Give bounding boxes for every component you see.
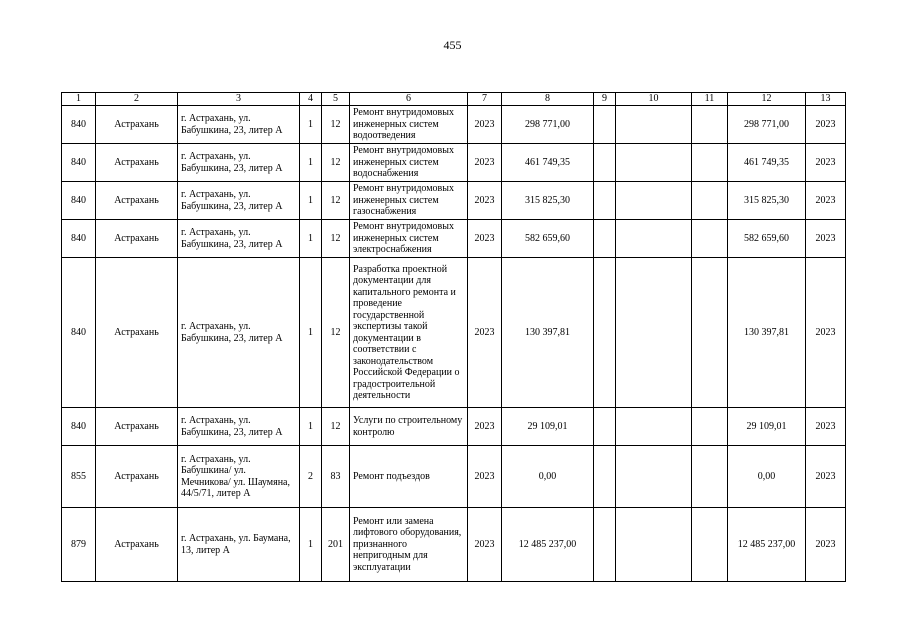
cell-cost-total: 12 485 237,00 [728,508,806,582]
cell-year-end: 2023 [806,182,846,220]
cell-cost-total: 461 749,35 [728,144,806,182]
col-header-5: 5 [322,93,350,106]
cell-col5: 12 [322,144,350,182]
table-row [62,144,846,182]
header-row [62,93,846,106]
cell-col10 [616,220,692,258]
cell-year-end: 2023 [806,144,846,182]
cell-cost: 12 485 237,00 [502,508,594,582]
cell-col9 [594,220,616,258]
cell-year-end: 2023 [806,508,846,582]
cell-work-type: Ремонт внутридомовых инженерных систем водоотведения [350,106,468,144]
cell-col11 [692,258,728,408]
table-row [62,106,846,144]
repair-schedule-table [61,92,846,582]
cell-year: 2023 [468,258,502,408]
cell-col10 [616,508,692,582]
col-header-4: 4 [300,93,322,106]
cell-municipality: Астрахань [96,182,178,220]
col-header-3: 3 [178,93,300,106]
cell-col4: 1 [300,182,322,220]
cell-col4: 1 [300,220,322,258]
cell-municipality: Астрахань [96,258,178,408]
cell-object-id: 840 [62,258,96,408]
col-header-8: 8 [502,93,594,106]
cell-col5: 201 [322,508,350,582]
cell-col9 [594,508,616,582]
cell-col11 [692,446,728,508]
cell-col4: 1 [300,408,322,446]
cell-cost: 582 659,60 [502,220,594,258]
cell-col5: 12 [322,106,350,144]
cell-municipality: Астрахань [96,106,178,144]
cell-work-type: Ремонт внутридомовых инженерных систем электроснабжения [350,220,468,258]
cell-col4: 1 [300,508,322,582]
cell-cost-total: 29 109,01 [728,408,806,446]
cell-cost: 29 109,01 [502,408,594,446]
cell-year: 2023 [468,144,502,182]
cell-col11 [692,182,728,220]
col-header-11: 11 [692,93,728,106]
cell-col11 [692,220,728,258]
cell-year: 2023 [468,220,502,258]
cell-col4: 1 [300,106,322,144]
cell-col10 [616,106,692,144]
cell-year-end: 2023 [806,258,846,408]
cell-col4: 1 [300,144,322,182]
cell-object-id: 840 [62,106,96,144]
cell-work-type: Услуги по строительному контролю [350,408,468,446]
cell-object-id: 840 [62,182,96,220]
cell-cost: 0,00 [502,446,594,508]
cell-col5: 12 [322,408,350,446]
cell-col11 [692,408,728,446]
cell-municipality: Астрахань [96,508,178,582]
cell-work-type: Ремонт или замена лифтового оборудования, признанного непригодным для эксплуатации [350,508,468,582]
cell-col11 [692,106,728,144]
cell-municipality: Астрахань [96,446,178,508]
cell-year-end: 2023 [806,106,846,144]
cell-address: г. Астрахань, ул. Бабушкина, 23, литер А [178,106,300,144]
col-header-7: 7 [468,93,502,106]
cell-year: 2023 [468,182,502,220]
cell-address: г. Астрахань, ул. Бабушкина/ ул. Мечникова/ ул. Шаумяна, 44/5/71, литер А [178,446,300,508]
cell-cost-total: 582 659,60 [728,220,806,258]
cell-col10 [616,144,692,182]
cell-cost-total: 0,00 [728,446,806,508]
cell-col11 [692,144,728,182]
cell-work-type: Ремонт внутридомовых инженерных систем газоснабжения [350,182,468,220]
table-row [62,508,846,582]
cell-col11 [692,508,728,582]
cell-address: г. Астрахань, ул. Бабушкина, 23, литер А [178,144,300,182]
cell-work-type: Ремонт подъездов [350,446,468,508]
cell-col9 [594,446,616,508]
cell-object-id: 840 [62,144,96,182]
cell-year: 2023 [468,508,502,582]
cell-work-type: Разработка проектной документации для капитального ремонта и проведение государственной экспертизы такой документации в соответствии с законодательством Российской Федерации о градостроительной деятельности [350,258,468,408]
cell-col5: 12 [322,220,350,258]
cell-col4: 2 [300,446,322,508]
cell-cost: 315 825,30 [502,182,594,220]
col-header-9: 9 [594,93,616,106]
col-header-12: 12 [728,93,806,106]
cell-col10 [616,182,692,220]
col-header-10: 10 [616,93,692,106]
cell-cost: 298 771,00 [502,106,594,144]
cell-address: г. Астрахань, ул. Бабушкина, 23, литер А [178,220,300,258]
cell-object-id: 840 [62,220,96,258]
cell-col5: 12 [322,258,350,408]
cell-cost-total: 315 825,30 [728,182,806,220]
table-row [62,182,846,220]
cell-municipality: Астрахань [96,408,178,446]
cell-col5: 12 [322,182,350,220]
cell-col9 [594,182,616,220]
cell-work-type: Ремонт внутридомовых инженерных систем водоснабжения [350,144,468,182]
cell-cost-total: 130 397,81 [728,258,806,408]
cell-address: г. Астрахань, ул. Бабушкина, 23, литер А [178,408,300,446]
cell-address: г. Астрахань, ул. Бабушкина, 23, литер А [178,258,300,408]
table-row [62,258,846,408]
cell-col9 [594,144,616,182]
page-number: 455 [443,38,462,52]
cell-col9 [594,408,616,446]
cell-cost-total: 298 771,00 [728,106,806,144]
cell-col9 [594,106,616,144]
table-row [62,220,846,258]
cell-year-end: 2023 [806,220,846,258]
table-row [62,408,846,446]
col-header-2: 2 [96,93,178,106]
cell-year: 2023 [468,106,502,144]
table-row [62,446,846,508]
col-header-13: 13 [806,93,846,106]
cell-col5: 83 [322,446,350,508]
cell-year: 2023 [468,408,502,446]
cell-object-id: 840 [62,408,96,446]
cell-col10 [616,258,692,408]
cell-col10 [616,446,692,508]
col-header-1: 1 [62,93,96,106]
cell-year-end: 2023 [806,446,846,508]
cell-address: г. Астрахань, ул. Баумана, 13, литер А [178,508,300,582]
cell-address: г. Астрахань, ул. Бабушкина, 23, литер А [178,182,300,220]
cell-municipality: Астрахань [96,220,178,258]
cell-cost: 130 397,81 [502,258,594,408]
cell-year: 2023 [468,446,502,508]
cell-col4: 1 [300,258,322,408]
cell-year-end: 2023 [806,408,846,446]
col-header-6: 6 [350,93,468,106]
cell-object-id: 855 [62,446,96,508]
cell-col10 [616,408,692,446]
cell-col9 [594,258,616,408]
cell-cost: 461 749,35 [502,144,594,182]
cell-object-id: 879 [62,508,96,582]
cell-municipality: Астрахань [96,144,178,182]
